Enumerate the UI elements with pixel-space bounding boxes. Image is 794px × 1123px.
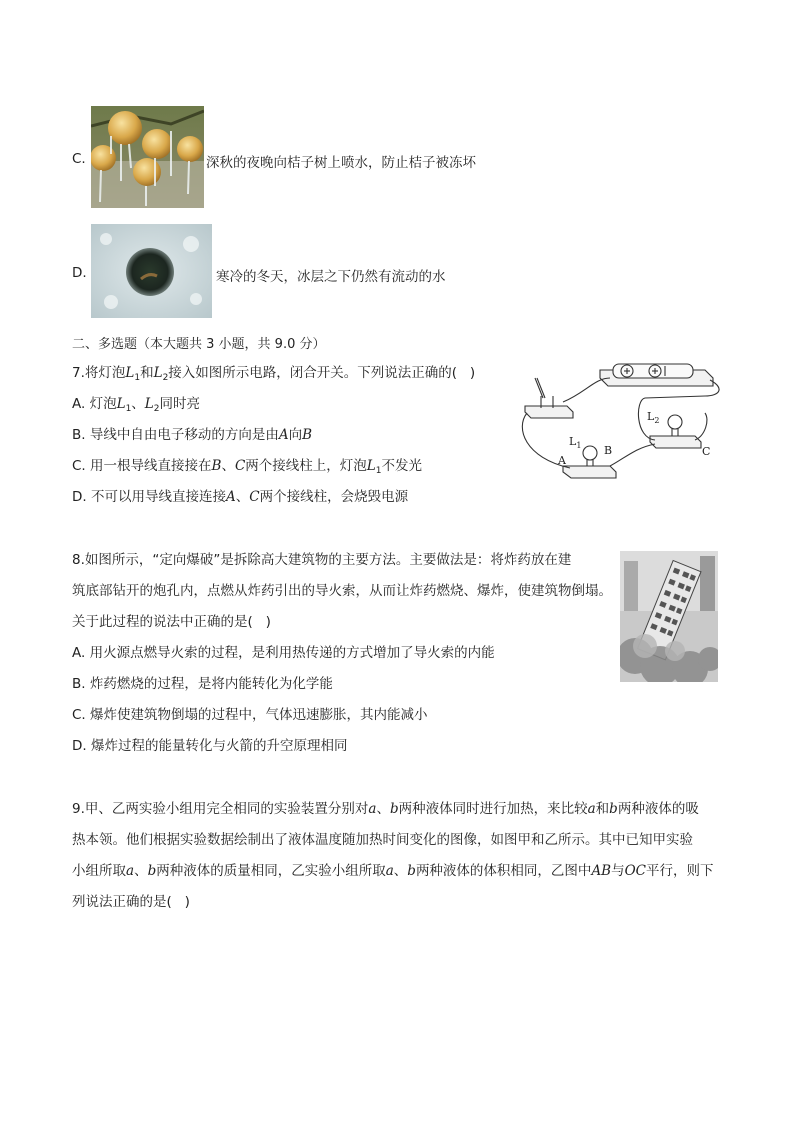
q9-stem-line-3: 小组所取a、b两种液体的质量相同，乙实验小组所取a、b两种液体的体积相同，乙图中AB与OC平行，则下 <box>72 863 714 879</box>
label-a: A <box>558 454 566 467</box>
ice-hole-image <box>91 224 212 318</box>
q8-option-c[interactable]: C. 爆炸使建筑物倒塌的过程中，气体迅速膨胀，其内能减小 <box>72 707 428 723</box>
q7-option-b[interactable]: B. 导线中自由电子移动的方向是由A向B <box>72 427 313 443</box>
q8-option-b[interactable]: B. 炸药燃烧的过程，是将内能转化为化学能 <box>72 676 333 692</box>
option-c-label: C. <box>72 151 86 167</box>
option-c-text: 深秋的夜晚向桔子树上喷水，防止桔子被冻坏 <box>206 155 476 171</box>
label-c: C <box>702 445 711 458</box>
option-d-text: 寒冷的冬天，冰层之下仍然有流动的水 <box>216 269 446 285</box>
q9-stem-line-2: 热本领。他们根据实验数据绘制出了液体温度随加热时间变化的图像，如图甲和乙所示。其中已知甲实验 <box>72 832 693 848</box>
label-b: B <box>604 444 613 457</box>
q7-option-a[interactable]: A. 灯泡$L_1$、$L_2$同时亮 <box>72 396 200 414</box>
q8-stem-line-3: 关于此过程的说法中正确的是( ) <box>72 614 271 630</box>
q9-stem-line-4: 列说法正确的是( ) <box>72 894 190 910</box>
q9-stem-line-1: 9.甲、乙两实验小组用完全相同的实验装置分别对a、b两种液体同时进行加热，来比较a和b两种液体的吸 <box>72 801 699 817</box>
circuit-diagram <box>515 358 725 488</box>
demolition-photo <box>620 551 718 682</box>
label-l1: $L_1$ <box>569 435 582 450</box>
orange-ice-image <box>91 106 204 208</box>
q7-option-c[interactable]: C. 用一根导线直接接在B、C两个接线柱上，灯泡$L_1$不发光 <box>72 458 422 476</box>
q8-stem-line-1: 8.如图所示，“定向爆破”是拆除高大建筑物的主要方法。主要做法是：将炸药放在建 <box>72 552 572 568</box>
label-l2: $L_2$ <box>647 410 660 425</box>
option-d-label: D. <box>72 265 87 281</box>
q7-stem: 7.将灯泡$L_1$和$L_2$接入如图所示电路，闭合开关。下列说法正确的( ) <box>72 365 476 383</box>
q7-option-d[interactable]: D. 不可以用导线直接连接A、C两个接线柱，会烧毁电源 <box>72 489 409 505</box>
section-header: 二、多选题（本大题共 3 小题，共 9.0 分） <box>72 337 326 352</box>
q8-option-d[interactable]: D. 爆炸过程的能量转化与火箭的升空原理相同 <box>72 738 348 754</box>
q8-option-a[interactable]: A. 用火源点燃导火索的过程，是利用热传递的方式增加了导火索的内能 <box>72 645 495 661</box>
q8-stem-line-2: 筑底部钻开的炮孔内，点燃从炸药引出的导火索，从而让炸药燃烧、爆炸，使建筑物倒塌。 <box>72 583 612 599</box>
